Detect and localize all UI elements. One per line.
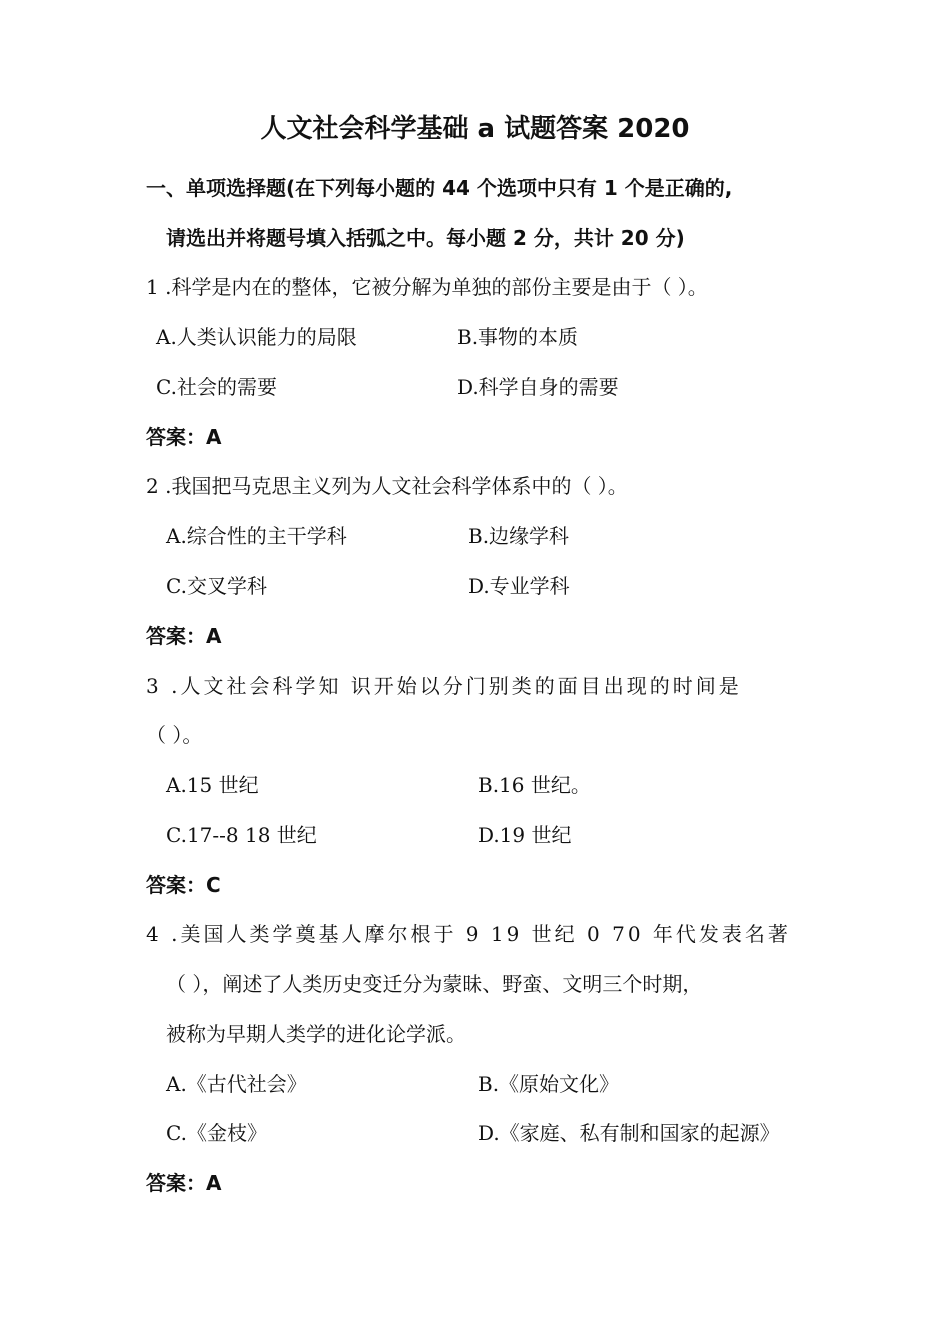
question-2-answer: 答案：A — [146, 624, 222, 648]
question-2-option-d: D.专业学科 — [468, 574, 570, 598]
question-4-option-d: D.《家庭、私有制和国家的起源》 — [478, 1121, 780, 1145]
question-2-option-b: B.边缘学科 — [468, 524, 570, 548]
question-4-option-b: B.《原始文化》 — [478, 1072, 620, 1096]
question-4-stem-line-3: 被称为早期人类学的进化论学派。 — [166, 1022, 466, 1046]
question-1-option-b: B.事物的本质 — [457, 325, 579, 349]
section-heading-line-2: 请选出并将题号填入括弧之中。每小题 2 分，共计 20 分) — [166, 226, 685, 250]
question-3-answer: 答案：C — [146, 873, 221, 897]
section-heading-line-1: 一、单项选择题(在下列每小题的 44 个选项中只有 1 个是正确的, — [146, 176, 733, 200]
question-2-option-c: C.交叉学科 — [166, 574, 267, 598]
question-1-option-c: C.社会的需要 — [156, 375, 277, 399]
question-3-stem-line-1: 3 .人文社会科学知 识开始以分门别类的面目出现的时间是 — [146, 674, 742, 698]
question-3-option-d: D.19 世纪 — [478, 823, 572, 847]
question-3-option-c: C.17--8 18 世纪 — [166, 823, 317, 847]
question-4-option-c: C.《金枝》 — [166, 1121, 267, 1145]
question-4-stem-line-1: 4 .美国人类学奠基人摩尔根于 9 19 世纪 0 70 年代发表名著 — [146, 922, 791, 946]
document-title: 人文社会科学基础 a 试题答案 2020 — [260, 114, 690, 144]
question-2-stem: 2 .我国把马克思主义列为人文社会科学体系中的（ ）。 — [146, 474, 628, 498]
question-1-stem: 1 .科学是内在的整体，它被分解为单独的部份主要是由于（ ）。 — [146, 275, 708, 299]
question-3-option-b: B.16 世纪。 — [478, 773, 591, 797]
question-4-option-a: A.《古代社会》 — [166, 1072, 307, 1096]
question-3-stem-line-2: （ ）。 — [146, 723, 203, 747]
question-3-option-a: A.15 世纪 — [166, 773, 259, 797]
question-1-option-d: D.科学自身的需要 — [457, 375, 619, 399]
question-1-option-a: A.人类认识能力的局限 — [156, 325, 357, 349]
question-4-answer: 答案：A — [146, 1171, 222, 1195]
question-1-answer: 答案：A — [146, 425, 222, 449]
question-4-stem-line-2: （ ），阐述了人类历史变迁分为蒙昧、野蛮、文明三个时期， — [166, 972, 703, 996]
question-2-option-a: A.综合性的主干学科 — [166, 524, 347, 548]
